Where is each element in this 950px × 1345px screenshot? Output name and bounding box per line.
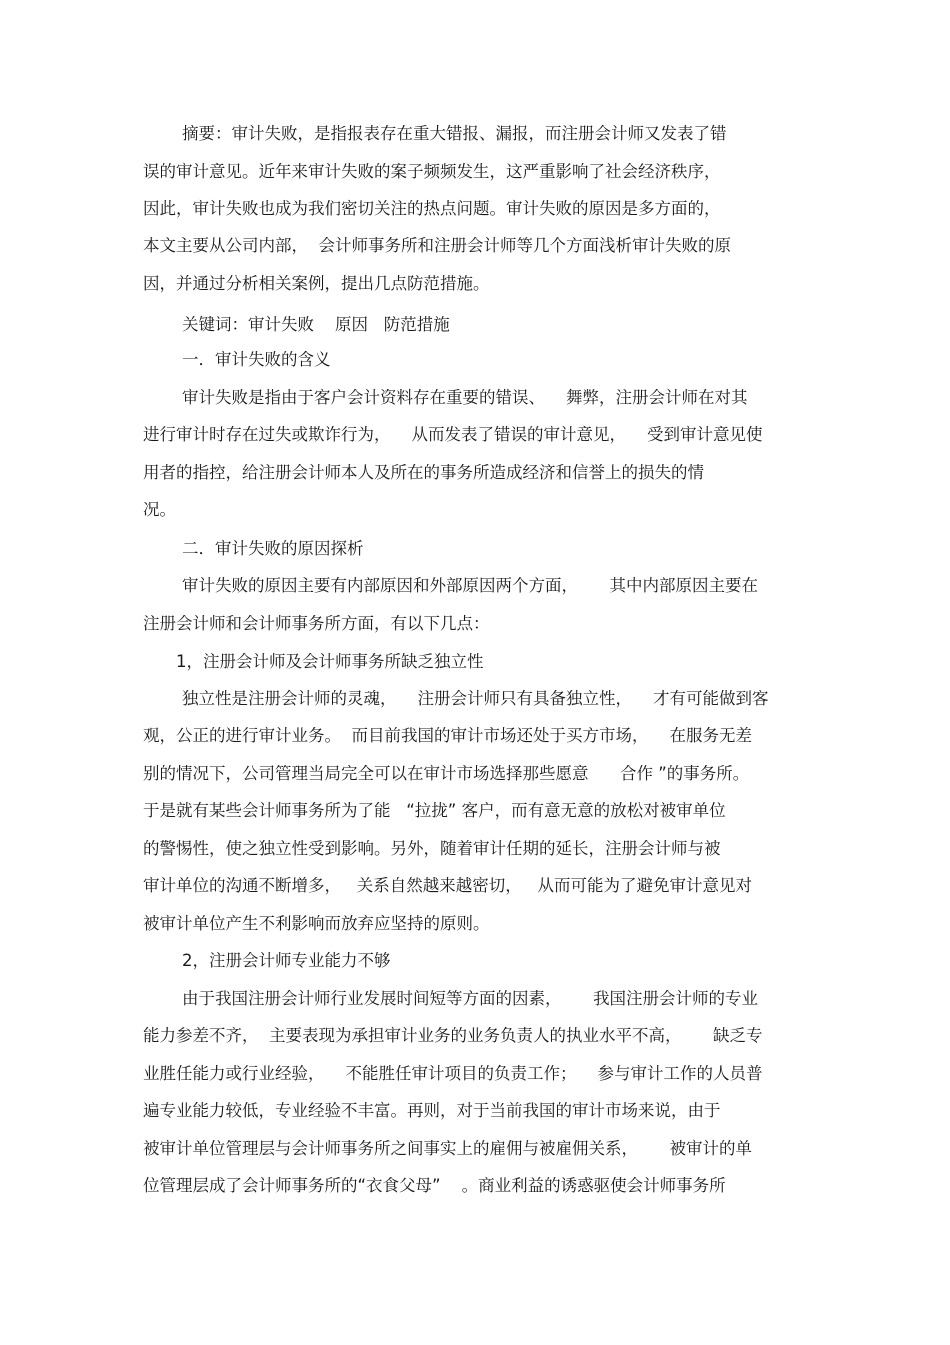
- subsection-heading-2: 2，注册会计师专业能力不够: [182, 951, 391, 970]
- paragraph-line: 位管理层成了会计师事务所的“衣食父母” 。商业利益的诱惑驱使会计师事务所: [143, 1176, 726, 1195]
- paragraph-line: 被审计单位产生不利影响而放弃应坚持的原则。: [143, 914, 490, 933]
- paragraph-line: 审计失败的原因主要有内部原因和外部原因两个方面， 其中内部原因主要在: [182, 576, 758, 595]
- paragraph-line: 况。: [143, 500, 176, 519]
- paragraph-line: 由于我国注册会计师行业发展时间短等方面的因素， 我国注册会计师的专业: [182, 989, 758, 1008]
- section-heading-1: 一．审计失败的含义: [182, 350, 331, 369]
- section-heading-2: 二．审计失败的原因探析: [182, 539, 364, 558]
- paragraph-line: 别的情况下，公司管理当局完全可以在审计市场选择那些愿意 合作 ”的事务所。: [143, 764, 750, 783]
- paragraph-line: 审计单位的沟通不断增多， 关系自然越来越密切， 从而可能为了避免审计意见对: [143, 876, 752, 895]
- abstract-line: 因此，审计失败也成为我们密切关注的热点问题。审计失败的原因是多方面的，: [143, 199, 721, 218]
- paragraph-line: 观，公正的进行审计业务。 而目前我国的审计市场还处于买方市场， 在服务无差: [143, 726, 752, 745]
- abstract-line: 因，并通过分析相关案例，提出几点防范措施。: [143, 274, 490, 293]
- subsection-heading-1: 1，注册会计师及会计师事务所缺乏独立性: [176, 652, 484, 671]
- paragraph-line: 独立性是注册会计师的灵魂， 注册会计师只有具备独立性， 才有可能做到客: [182, 689, 769, 708]
- keywords: 关键词：审计失败 原因 防范措施: [182, 315, 450, 334]
- paragraph-line: 的警惕性，使之独立性受到影响。另外，随着审计任期的延长，注册会计师与被: [143, 839, 721, 858]
- paragraph-line: 审计失败是指由于客户会计资料存在重要的错误、 舞弊，注册会计师在对其: [182, 388, 748, 407]
- abstract-line: 本文主要从公司内部， 会计师事务所和注册会计师等几个方面浅析审计失败的原: [143, 236, 731, 255]
- paragraph-line: 遍专业能力较低，专业经验不丰富。再则，对于当前我国的审计市场来说，由于: [143, 1101, 721, 1120]
- paragraph-line: 能力参差不齐， 主要表现为承担审计业务的业务负责人的执业水平不高， 缺乏专: [143, 1026, 763, 1045]
- paragraph-line: 注册会计师和会计师事务所方面，有以下几点：: [143, 614, 490, 633]
- abstract-line: 摘要：审计失败，是指报表存在重大错报、漏报，而注册会计师又发表了错: [182, 124, 727, 143]
- abstract-line: 误的审计意见。近年来审计失败的案子频频发生，这严重影响了社会经济秩序，: [143, 162, 721, 181]
- paragraph-line: 业胜任能力或行业经验， 不能胜任审计项目的负责工作； 参与审计工作的人员普: [143, 1064, 763, 1083]
- paragraph-line: 用者的指控，给注册会计师本人及所在的事务所造成经济和信誉上的损失的情: [143, 463, 704, 482]
- paragraph-line: 被审计单位管理层与会计师事务所之间事实上的雇佣与被雇佣关系， 被审计的单: [143, 1139, 752, 1158]
- paragraph-line: 进行审计时存在过失或欺诈行为， 从而发表了错误的审计意见， 受到审计意见使: [143, 425, 763, 444]
- paragraph-line: 于是就有某些会计师事务所为了能 “拉拢” 客户，而有意无意的放松对被审单位: [143, 801, 726, 820]
